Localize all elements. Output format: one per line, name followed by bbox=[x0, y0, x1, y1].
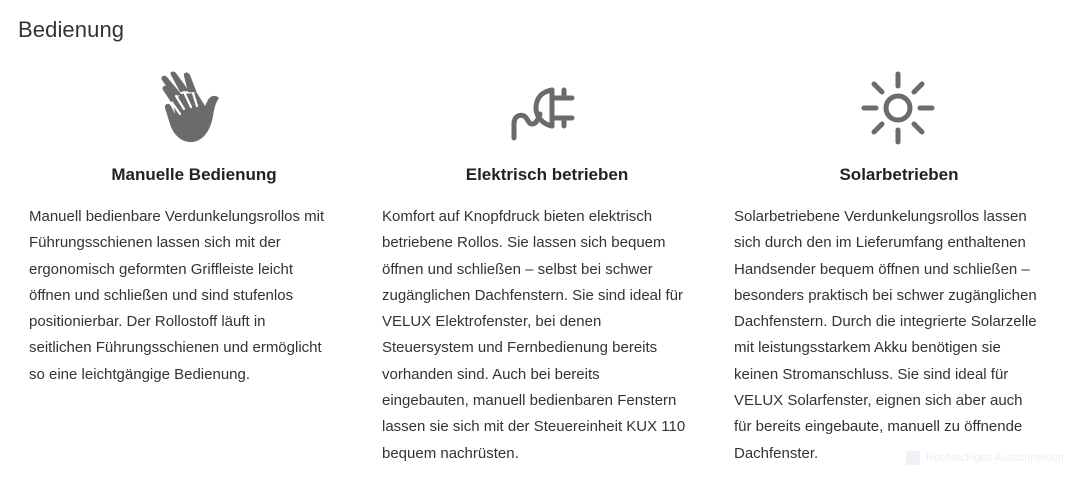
crop-icon bbox=[906, 451, 920, 465]
feature-card-manual bbox=[29, 68, 359, 388]
feature-card-electric bbox=[382, 68, 712, 467]
plug-icon bbox=[380, 68, 712, 154]
feature-description: Manuell bedienbare Verdunkelungsrollos mit Führungsschienen lassen sich mit der ergonomisch geformten Griffleiste leicht öffnen und schließen und sind stufenlos positionierbar. Der Rollostoff läuft in seitlichen Führungsschienen und ermöglicht so eine leichtgängige Bedienung. bbox=[29, 208, 325, 383]
hand-icon-graphic bbox=[153, 68, 233, 148]
feature-title: Elektrisch betrieben bbox=[465, 165, 629, 184]
section-title: Bedienung bbox=[18, 17, 125, 42]
snip-overlay-label: Rechteckiges Ausschneiden bbox=[926, 452, 1064, 464]
feature-title: Manuelle Bedienung bbox=[111, 165, 277, 184]
feature-card-solar bbox=[734, 68, 1064, 467]
feature-description: Komfort auf Knopfdruck bieten elektrisch betriebene Rollos. Sie lassen sich bequem öffnen und schließen – selbst bei schwer zugänglichen Dachfenstern. Sie sind ideal für VELUX Elektrofenster, bei denen Steuersystem und Fernbedienung bereits vorhanden sind. Auch bei bereits eingebauten, manuell bedienbaren Fenstern lassen sie sich mit der Steuereinheit KUX 110 bequem nachrüsten. bbox=[382, 208, 686, 462]
plug-icon-graphic bbox=[506, 68, 586, 148]
feature-description: Solarbetriebene Verdunkelungsrollos lassen sich durch den im Lieferumfang enthaltenen Handsender bequem öffnen und schließen – besonders praktisch bei schwer zugänglichen Dachfenstern. Durch die integrierte Solarzelle mit leistungsstarkem Akku benötigen sie keinen Stromanschluss. Sie sind ideal für VELUX Solarfenster, eignen sich aber auch für bereits eingebaute, manuell zu öffnende Dachfenster. bbox=[734, 208, 1037, 462]
snip-overlay-hint[interactable] bbox=[906, 448, 1086, 468]
feature-title: Solarbetrieben bbox=[839, 165, 959, 184]
sun-icon-graphic bbox=[858, 68, 938, 148]
hand-icon bbox=[27, 68, 359, 154]
sun-icon bbox=[732, 68, 1064, 154]
